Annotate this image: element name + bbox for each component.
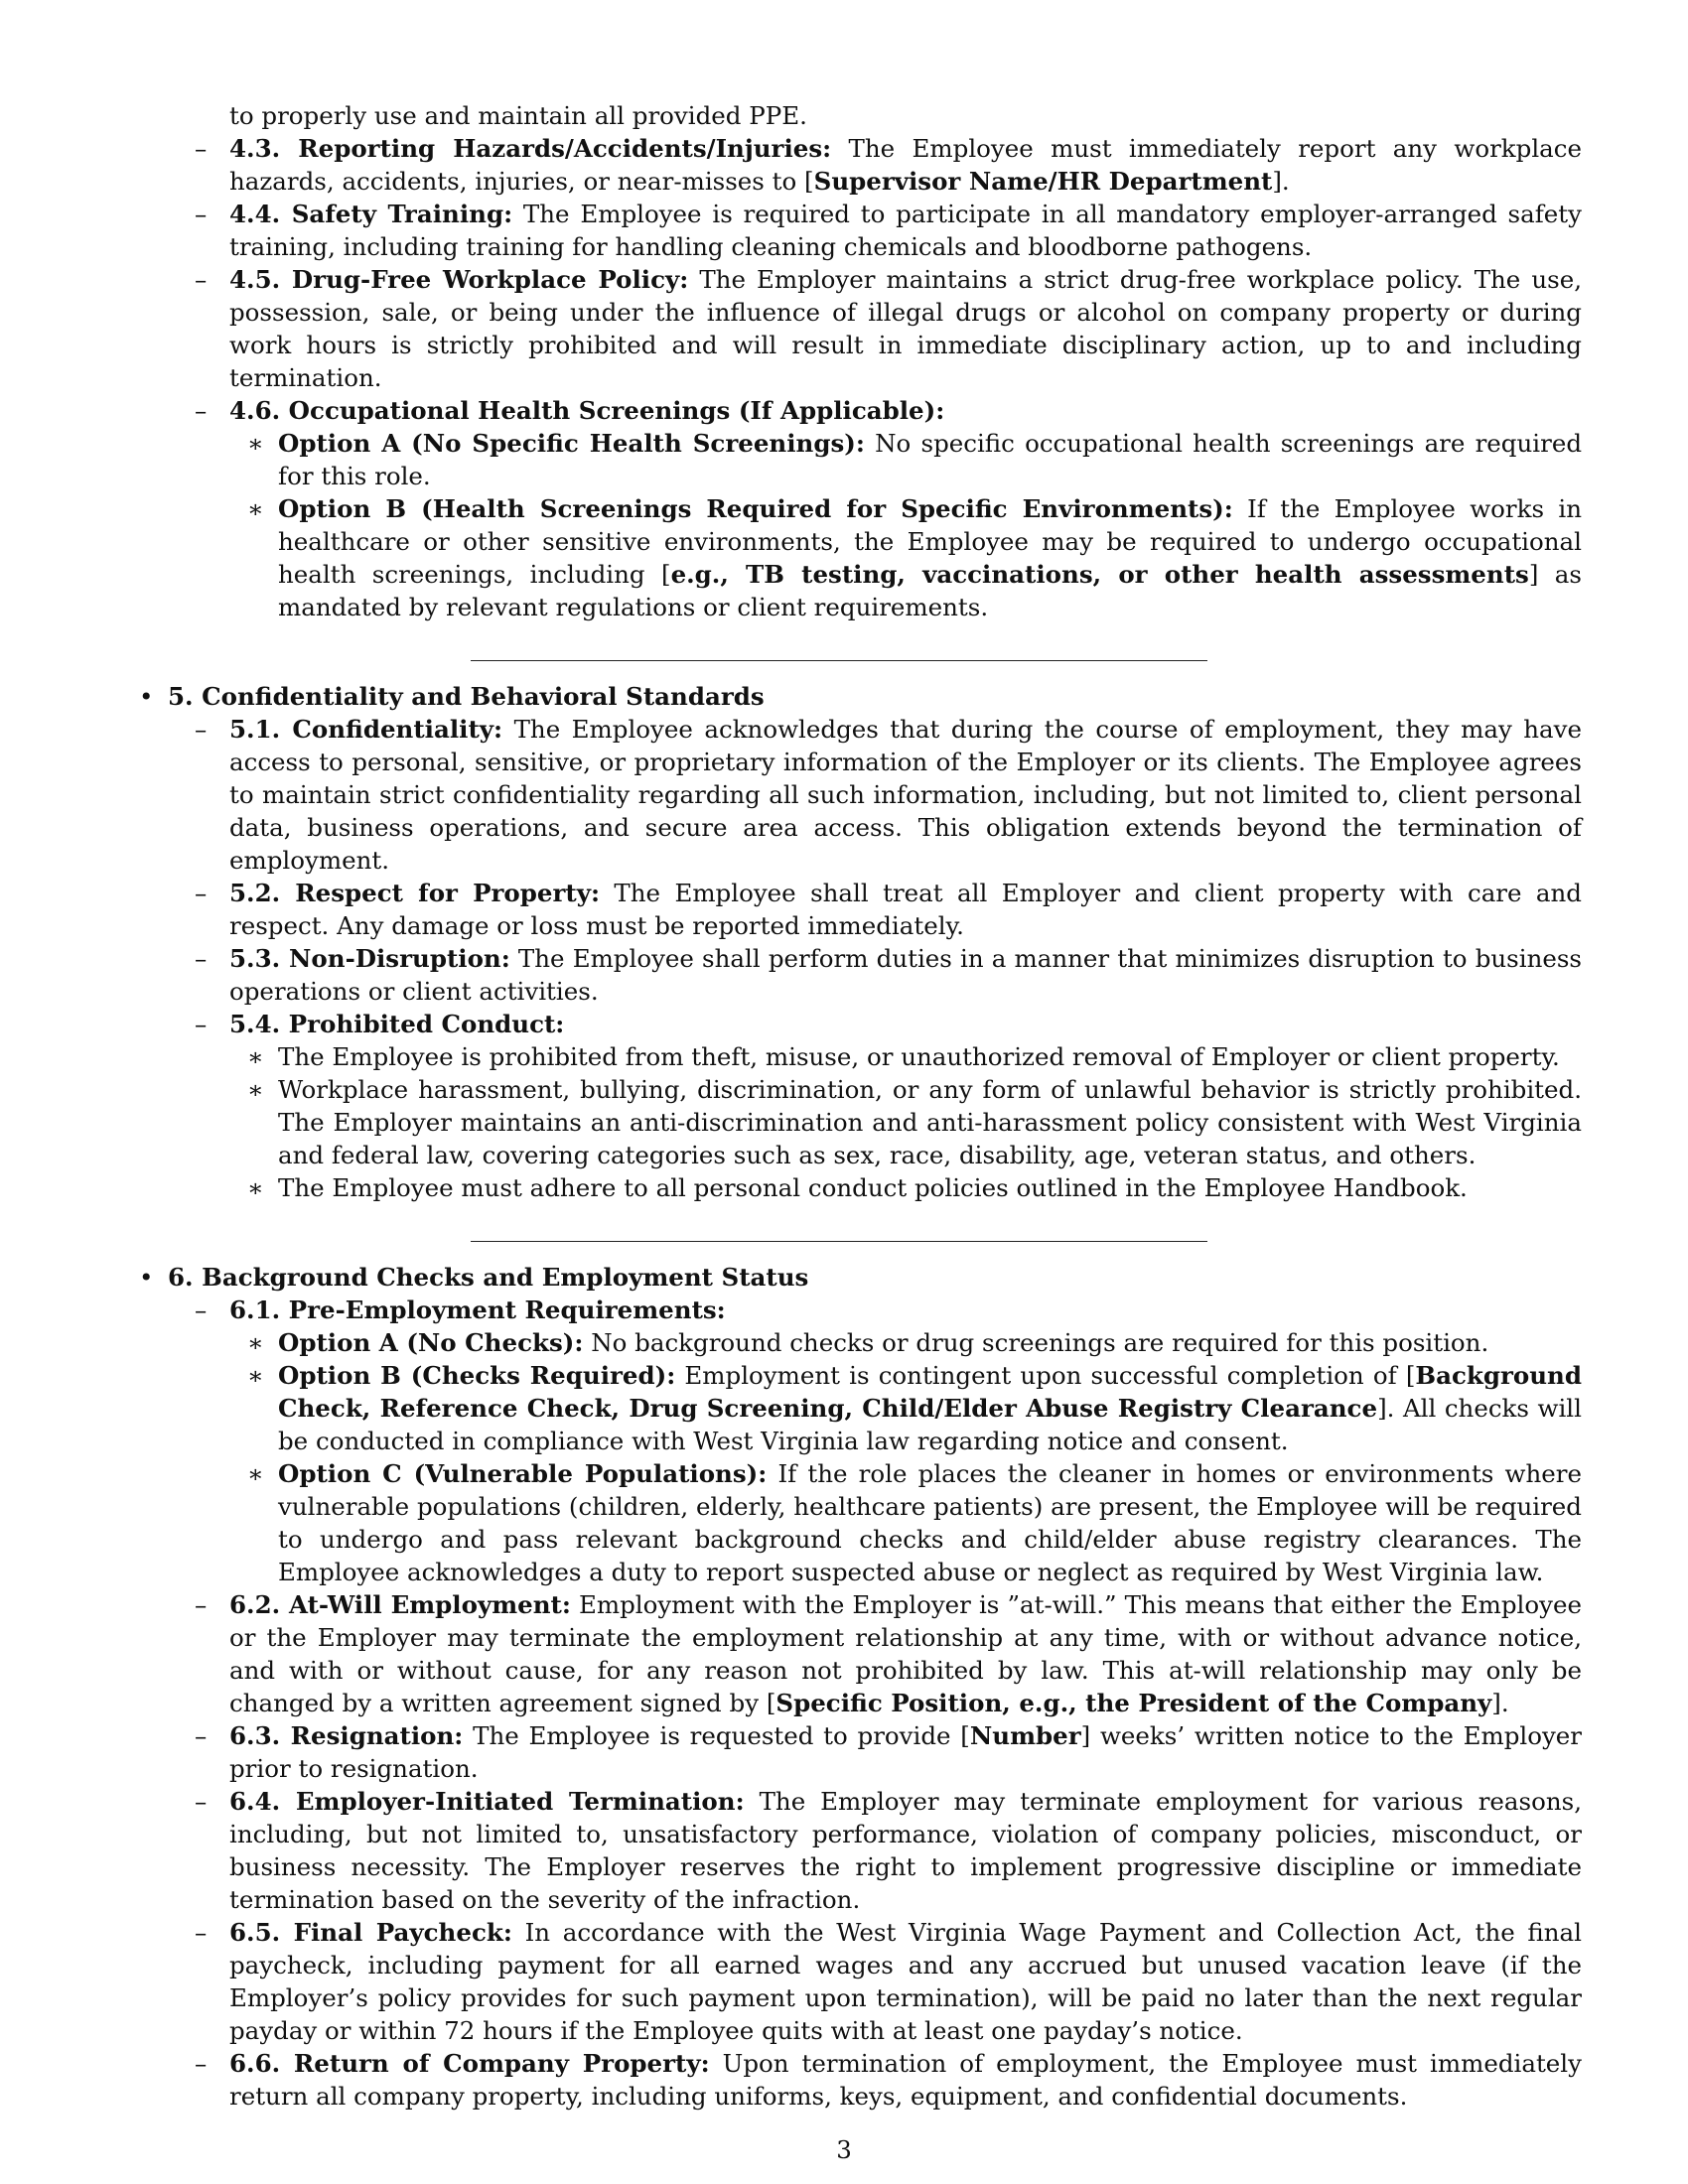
dash-marker: – [195, 200, 208, 228]
star-marker: ∗ [247, 1042, 264, 1071]
option-6-1-b: ∗ Option B (Checks Required): Employment is contingent upon successful completion of [Background Check, Reference Check, Drug Screening, Child/Elder Abuse Registry Clearance]. All checks will be conducted in compliance with West Virginia law regarding notice and consent. [247, 1361, 1582, 1455]
conduct-item: ∗ The Employee must adhere to all personal conduct policies outlined in the Employee Handbook. [247, 1173, 1468, 1202]
clause-6-2: – 6.2. At-Will Employment: Employment with the Employer is ”at-will.” This means that either the Employee or the Employer may terminate the employment relationship at any time, with or without advance notice, and with or without cause, for any reason not prohibited by law. This at-will relationship may only be changed by a written agreement signed by [Specific Position, e.g., the President of the Company]. [195, 1590, 1582, 1717]
placeholder-field: Specific Position, e.g., the President of the Company [775, 1689, 1492, 1717]
option-6-1-a: ∗ Option A (No Checks): No background checks or drug screenings are required for this position. [247, 1328, 1489, 1357]
dash-marker: – [195, 2049, 208, 2078]
clause-title: 4.6. Occupational Health Screenings (If Applicable): [229, 396, 945, 425]
dash-marker: – [195, 1296, 208, 1324]
clause-title: 6.5. Final Paycheck: [229, 1918, 512, 1947]
clause-6-6: – 6.6. Return of Company Property: Upon termination of employment, the Employee must immediately return all company property, including uniforms, keys, equipment, and confidential documents. [195, 2049, 1582, 2111]
bullet-marker: • [139, 1263, 154, 1292]
option-title: Option C (Vulnerable Populations): [278, 1459, 768, 1488]
clause-title: 5.2. Respect for Property: [229, 879, 600, 907]
placeholder-field: Number [969, 1721, 1081, 1750]
clause-6-1 [131, 1294, 1582, 1326]
document-body [131, 99, 1582, 2113]
option-title: Option A (No Checks): [278, 1328, 584, 1357]
star-marker: ∗ [247, 1075, 264, 1104]
dash-marker: – [195, 134, 208, 163]
option-6-1-c: ∗ Option C (Vulnerable Populations): If the role places the cleaner in homes or environments where vulnerable populations (children, elderly, healthcare patients) are present, the Employee will be required to undergo and pass relevant background checks and child/elder abuse registry clearances. The Employee acknowledges a duty to report suspected abuse or neglect as required by West Virginia law. [247, 1459, 1583, 1586]
option-title: Option A (No Specific Health Screenings): [278, 429, 865, 458]
clause-title: 6.6. Return of Company Property: [229, 2049, 710, 2078]
section-title: 6. Background Checks and Employment Status [168, 1263, 809, 1292]
clause-6-5: – 6.5. Final Paycheck: In accordance with the West Virginia Wage Payment and Collection Act, the final paycheck, including payment for all earned wages and any accrued but unused vacation leave (if the Employer’s policy provides for such payment upon termination), will be paid no later than the next regular payday or within 72 hours if the Employee quits with at least one payday’s notice. [195, 1918, 1582, 2045]
clause-5-4 [131, 1008, 1582, 1040]
conduct-item: ∗ Workplace harassment, bullying, discrimination, or any form of unlawful behavior is strictly prohibited. The Employer maintains an anti-discrimination and anti-harassment policy consistent with West Virginia and federal law, covering categories such as sex, race, disability, age, veteran status, and others. [247, 1075, 1582, 1169]
star-marker: ∗ [247, 1173, 264, 1202]
clause-6-4: – 6.4. Employer-Initiated Termination: The Employer may terminate employment for various reasons, including, but not limited to, unsatisfactory performance, violation of company policies, misconduct, or business necessity. The Employer reserves the right to implement progressive discipline or immediate termination based on the severity of the infraction. [195, 1787, 1582, 1914]
section-title: 5. Confidentiality and Behavioral Standards [168, 682, 765, 711]
dash-marker: – [195, 879, 208, 907]
clause-title: 6.1. Pre-Employment Requirements: [229, 1296, 726, 1324]
option-4-6-b: ∗ Option B (Health Screenings Required for Specific Environments): If the Employee works in healthcare or other sensitive environments, the Employee may be required to undergo occupational health screenings, including [e.g., TB testing, vaccinations, or other health assessments] as mandated by relevant regulations or client requirements. [247, 494, 1583, 621]
continuation-text: to properly use and maintain all provided PPE. [229, 101, 807, 130]
clause-4-5: – 4.5. Drug-Free Workplace Policy: The Employer maintains a strict drug-free workplace policy. The use, possession, sale, or being under the influence of illegal drugs or alcohol on company property or during work hours is strictly prohibited and will result in immediate disciplinary action, up to and including termination. [195, 265, 1582, 392]
dash-marker: – [195, 1010, 208, 1038]
page-number: 3 [836, 2135, 852, 2164]
clause-title: 6.4. Employer-Initiated Termination: [229, 1787, 745, 1816]
star-marker: ∗ [247, 494, 264, 523]
dash-marker: – [195, 1721, 208, 1750]
dash-marker: – [195, 1918, 208, 1947]
clause-4-3: – 4.3. Reporting Hazards/Accidents/Injuries: The Employee must immediately report any workplace hazards, accidents, injuries, or near-misses to [Supervisor Name/HR Department]. [195, 134, 1582, 196]
clause-4-4: – 4.4. Safety Training: The Employee is required to participate in all mandatory employer-arranged safety training, including training for handling cleaning chemicals and bloodborne pathogens. [195, 200, 1582, 261]
star-marker: ∗ [247, 1328, 264, 1357]
dash-marker: – [195, 944, 208, 973]
section-5-heading [131, 680, 1582, 713]
star-marker: ∗ [247, 429, 264, 458]
conduct-item: ∗ The Employee is prohibited from theft, misuse, or unauthorized removal of Employer or client property. [247, 1042, 1560, 1071]
placeholder-field: e.g., TB testing, vaccinations, or other health assessments [670, 560, 1529, 589]
dash-marker: – [195, 715, 208, 744]
clause-5-3: – 5.3. Non-Disruption: The Employee shall perform duties in a manner that minimizes disruption to business operations or client activities. [195, 944, 1583, 1006]
placeholder-field: Supervisor Name/HR Department [813, 167, 1273, 196]
option-title: Option B (Health Screenings Required for Specific Environments): [278, 494, 1233, 523]
clause-6-3: – 6.3. Resignation: The Employee is requested to provide [Number] weeks’ written notice to the Employer prior to resignation. [195, 1721, 1583, 1783]
clause-title: 5.4. Prohibited Conduct: [229, 1010, 565, 1038]
clause-4-6 [131, 394, 1582, 427]
clause-5-1: – 5.1. Confidentiality: The Employee acknowledges that during the course of employment, they may have access to personal, sensitive, or proprietary information of the Employer or its clients. The Employee agrees to maintain strict confidentiality regarding all such information, including, but not limited to, client personal data, business operations, and secure area access. This obligation extends beyond the termination of employment. [195, 715, 1582, 875]
dash-marker: – [195, 1787, 208, 1816]
clause-title: 4.3. Reporting Hazards/Accidents/Injuries: [229, 134, 832, 163]
section-6-heading [131, 1261, 1582, 1294]
clause-title: 4.5. Drug-Free Workplace Policy: [229, 265, 689, 294]
placeholder-field: Background Check, Reference Check, Drug Screening, Child/Elder Abuse Registry Clearance [278, 1361, 1582, 1423]
star-marker: ∗ [247, 1361, 264, 1390]
option-title: Option B (Checks Required): [278, 1361, 676, 1390]
clause-title: 6.2. At-Will Employment: [229, 1590, 571, 1619]
clause-title: 5.3. Non-Disruption: [229, 944, 510, 973]
clause-title: 4.4. Safety Training: [229, 200, 513, 228]
dash-marker: – [195, 1590, 208, 1619]
clause-title: 6.3. Resignation: [229, 1721, 464, 1750]
option-4-6-a: ∗ Option A (No Specific Health Screenings): No specific occupational health screenings are required for this role. [247, 429, 1582, 490]
dash-marker: – [195, 265, 208, 294]
clause-5-2: – 5.2. Respect for Property: The Employee shall treat all Employer and client property with care and respect. Any damage or loss must be reported immediately. [195, 879, 1582, 940]
dash-marker: – [195, 396, 208, 425]
bullet-marker: • [139, 682, 154, 711]
star-marker: ∗ [247, 1459, 264, 1488]
clause-title: 5.1. Confidentiality: [229, 715, 503, 744]
